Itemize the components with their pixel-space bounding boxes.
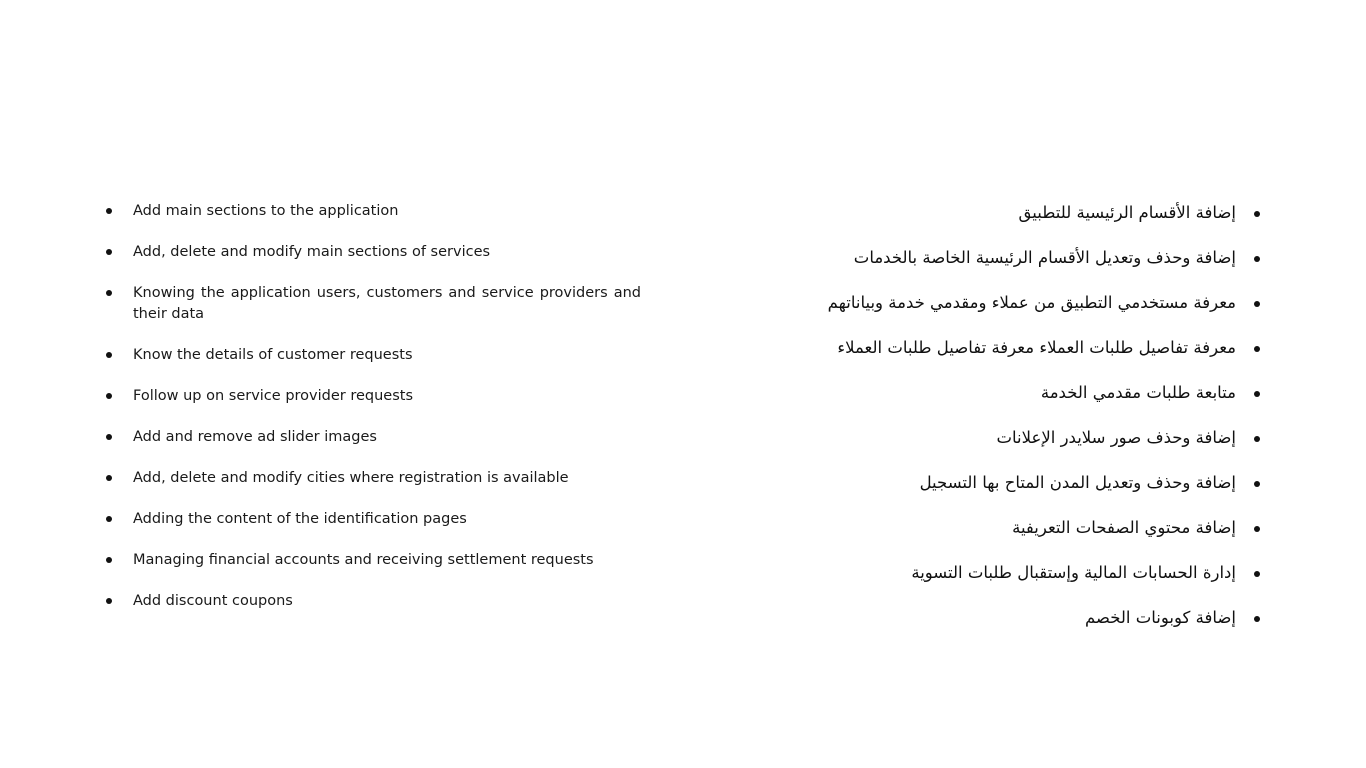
english-feature-item — [104, 201, 641, 222]
bullet-icon — [106, 249, 112, 255]
arabic-feature-column — [700, 199, 1260, 649]
arabic-feature-text: معرفة تفاصيل طلبات العملاء معرفة تفاصيل طلبات العملاء — [837, 338, 1236, 357]
english-feature-item — [104, 386, 641, 407]
bullet-icon — [106, 557, 112, 563]
bullet-icon — [106, 352, 112, 358]
english-feature-column — [104, 201, 641, 632]
arabic-feature-item — [700, 604, 1260, 649]
english-feature-text: Add, delete and modify cities where registration is available — [133, 470, 569, 486]
bullet-icon — [106, 290, 112, 296]
english-feature-text: Add and remove ad slider images — [133, 429, 377, 445]
english-feature-item — [104, 283, 641, 325]
arabic-feature-list — [700, 199, 1260, 649]
arabic-feature-text: معرفة مستخدمي التطبيق من عملاء ومقدمي خدمة وبياناتهم — [827, 293, 1236, 312]
arabic-feature-text: إضافة وحذف وتعديل المدن المتاح بها التسجيل — [919, 473, 1236, 492]
arabic-feature-text: إضافة وحذف وتعديل الأقسام الرئيسية الخاصة بالخدمات — [853, 248, 1236, 267]
english-feature-text: Add discount coupons — [133, 593, 293, 609]
arabic-feature-text: إدارة الحسابات المالية وإستقبال طلبات التسوية — [911, 563, 1236, 582]
english-feature-item — [104, 468, 641, 489]
english-feature-item — [104, 509, 641, 530]
bullet-icon — [1254, 481, 1260, 487]
bullet-icon — [1254, 526, 1260, 532]
arabic-feature-item — [700, 424, 1260, 469]
english-feature-text: Managing financial accounts and receiving settlement requests — [133, 552, 594, 568]
bullet-icon — [106, 208, 112, 214]
bullet-icon — [106, 475, 112, 481]
english-feature-text: Knowing the application users, customers and service providers and their data — [133, 285, 641, 322]
bullet-icon — [1254, 391, 1260, 397]
english-feature-item — [104, 591, 641, 612]
bullet-icon — [1254, 301, 1260, 307]
bullet-icon — [1254, 256, 1260, 262]
arabic-feature-text: إضافة الأقسام الرئيسية للتطبيق — [1018, 203, 1236, 222]
bullet-icon — [1254, 436, 1260, 442]
arabic-feature-text: إضافة كوبونات الخصم — [1084, 608, 1236, 627]
english-feature-item — [104, 242, 641, 263]
bullet-icon — [1254, 346, 1260, 352]
english-feature-text: Adding the content of the identification pages — [133, 511, 467, 527]
english-feature-item — [104, 550, 641, 571]
arabic-feature-text: إضافة محتوي الصفحات التعريفية — [1012, 518, 1236, 537]
arabic-feature-item — [700, 244, 1260, 289]
bullet-icon — [106, 516, 112, 522]
bullet-icon — [1254, 571, 1260, 577]
english-feature-text: Follow up on service provider requests — [133, 388, 414, 404]
bullet-icon — [1254, 616, 1260, 622]
arabic-feature-item — [700, 289, 1260, 334]
arabic-feature-item — [700, 334, 1260, 379]
arabic-feature-item — [700, 379, 1260, 424]
english-feature-item — [104, 345, 641, 366]
arabic-feature-item — [700, 199, 1260, 244]
english-feature-text: Add, delete and modify main sections of services — [133, 244, 491, 260]
english-feature-text: Know the details of customer requests — [133, 347, 413, 363]
arabic-feature-text: إضافة وحذف صور سلايدر الإعلانات — [996, 428, 1236, 447]
bullet-icon — [106, 434, 112, 440]
arabic-feature-item — [700, 514, 1260, 559]
arabic-feature-item — [700, 559, 1260, 604]
english-feature-list — [104, 201, 641, 612]
arabic-feature-item — [700, 469, 1260, 514]
bullet-icon — [1254, 211, 1260, 217]
english-feature-item — [104, 427, 641, 448]
bullet-icon — [106, 598, 112, 604]
arabic-feature-text: متابعة طلبات مقدمي الخدمة — [1040, 383, 1236, 402]
english-feature-text: Add main sections to the application — [133, 203, 399, 219]
bullet-icon — [106, 393, 112, 399]
